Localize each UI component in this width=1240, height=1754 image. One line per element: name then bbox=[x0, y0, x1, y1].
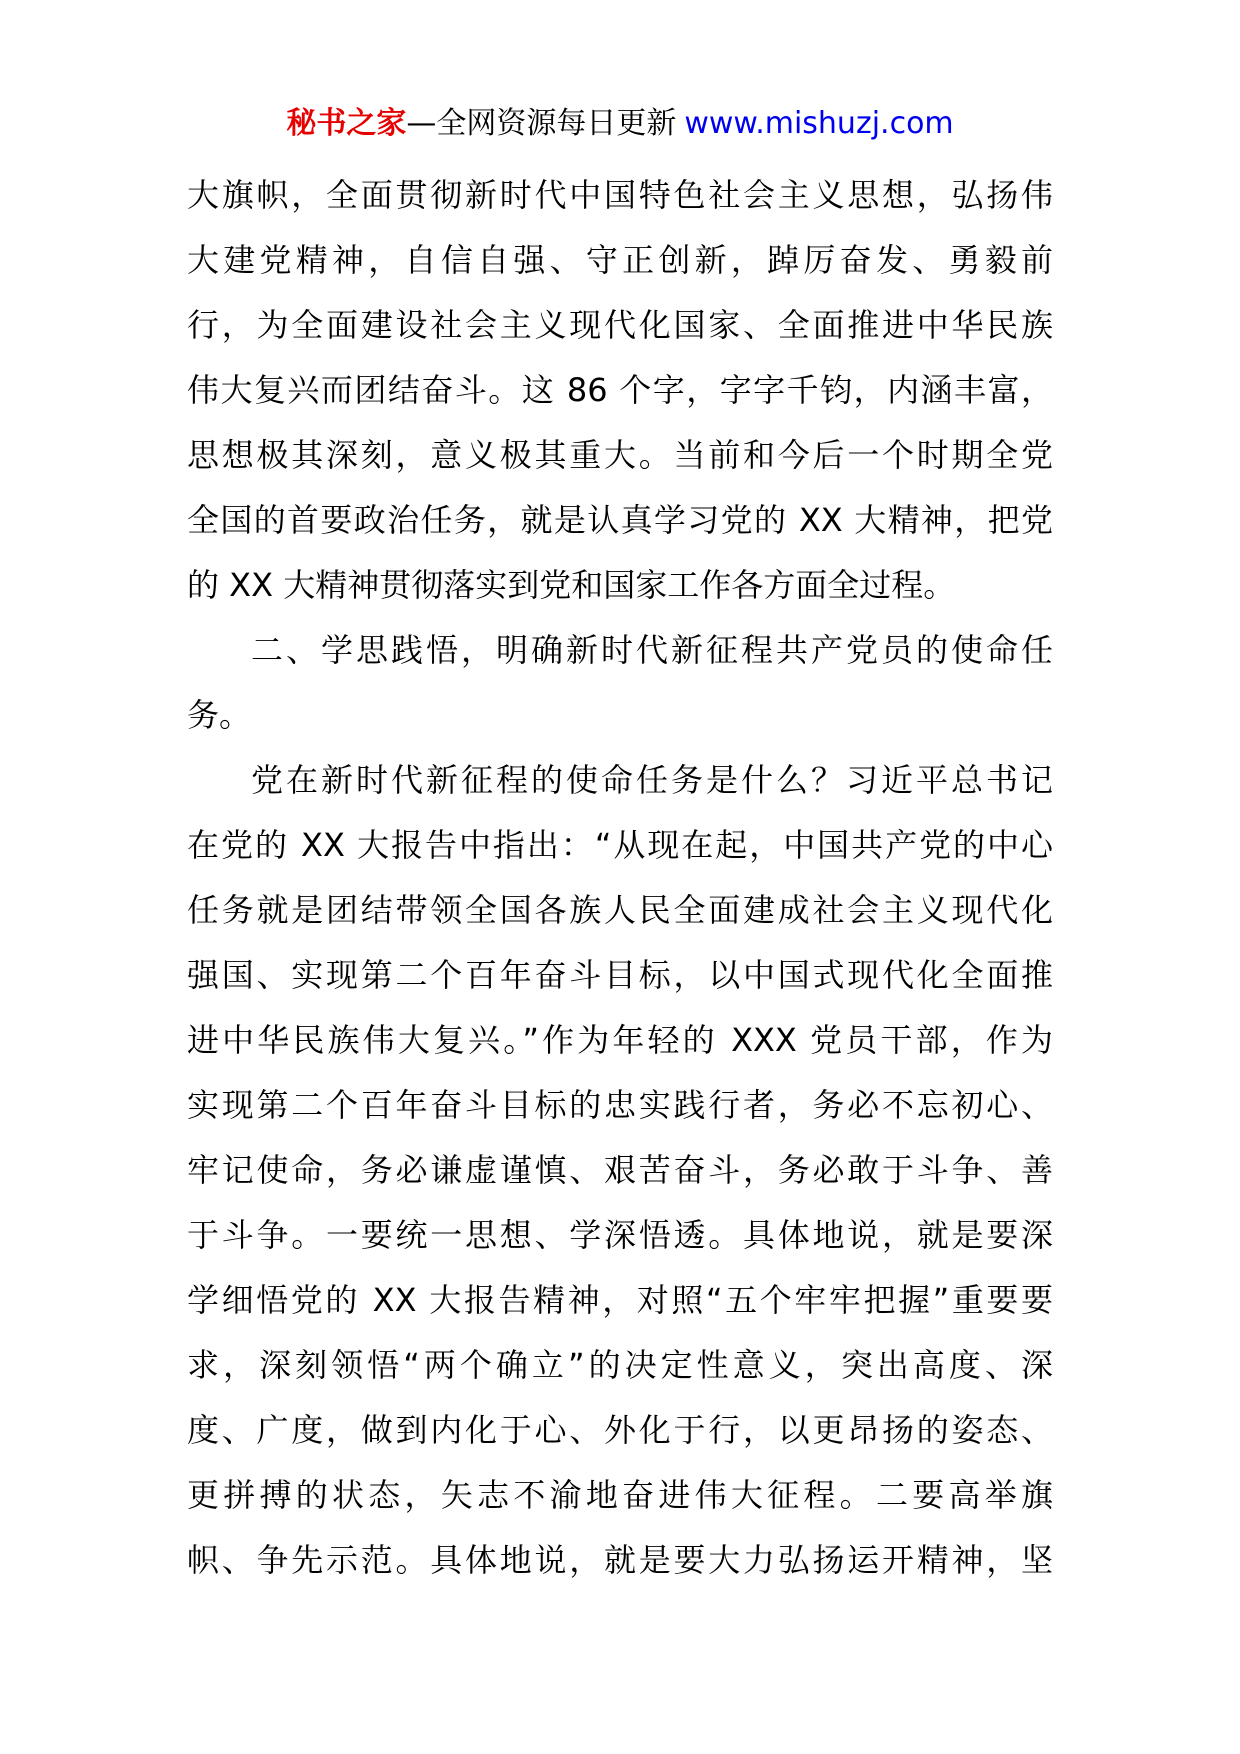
text-line: 任务就是团结带领全国各族人民全面建成社会主义现代化 bbox=[187, 891, 1053, 929]
text-line: 强国、实现第二个百年奋斗目标，以中国式现代化全面推 bbox=[187, 956, 1053, 994]
text-line: 大建党精神，自信自强、守正创新，踔厉奋发、勇毅前 bbox=[187, 241, 1053, 279]
section-heading-end: 务。 bbox=[187, 696, 252, 734]
document-body bbox=[187, 163, 1053, 1593]
text-line: 思想极其深刻，意义极其重大。当前和今后一个时期全党 bbox=[187, 436, 1053, 474]
text-line: 大旗帜，全面贯彻新时代中国特色社会主义思想，弘扬伟 bbox=[187, 176, 1053, 214]
text-line: 于斗争。一要统一思想、学深悟透。具体地说，就是要深 bbox=[187, 1216, 1053, 1254]
page-header bbox=[0, 104, 1240, 144]
text-line: 在党的 XX 大报告中指出：“从现在起，中国共产党的中心 bbox=[187, 826, 1053, 864]
text-line: 求，深刻领悟“两个确立”的决定性意义，突出高度、深 bbox=[187, 1346, 1053, 1384]
text-line: 牢记使命，务必谦虚谨慎、艰苦奋斗，务必敢于斗争、善 bbox=[187, 1151, 1053, 1189]
text-line: 的 XX 大精神贯彻落实到党和国家工作各方面全过程。 bbox=[187, 566, 956, 604]
site-tagline: —全网资源每日更新 bbox=[406, 106, 677, 141]
site-url-link[interactable]: www.mishuzj.com bbox=[684, 106, 954, 141]
site-brand: 秘书之家 bbox=[286, 106, 407, 141]
section-heading: 二、学思践悟，明确新时代新征程共产党员的使命任 bbox=[251, 631, 1053, 669]
text-line: 进中华民族伟大复兴。”作为年轻的 XXX 党员干部，作为 bbox=[187, 1021, 1053, 1059]
text-line: 帜、争先示范。具体地说，就是要大力弘扬运开精神，坚 bbox=[187, 1541, 1053, 1579]
text-line: 度、广度，做到内化于心、外化于行，以更昂扬的姿态、 bbox=[187, 1411, 1053, 1449]
text-line: 全国的首要政治任务，就是认真学习党的 XX 大精神，把党 bbox=[187, 501, 1053, 539]
text-line: 学细悟党的 XX 大报告精神，对照“五个牢牢把握”重要要 bbox=[187, 1281, 1053, 1319]
text-line: 伟大复兴而团结奋斗。这 86 个字，字字千钧，内涵丰富， bbox=[187, 371, 1053, 409]
text-line: 实现第二个百年奋斗目标的忠实践行者，务必不忘初心、 bbox=[187, 1086, 1053, 1124]
paragraph-start-line: 党在新时代新征程的使命任务是什么？习近平总书记 bbox=[251, 761, 1053, 799]
text-line: 行，为全面建设社会主义现代化国家、全面推进中华民族 bbox=[187, 306, 1053, 344]
text-line: 更拼搏的状态，矢志不渝地奋进伟大征程。二要高举旗 bbox=[187, 1476, 1053, 1514]
